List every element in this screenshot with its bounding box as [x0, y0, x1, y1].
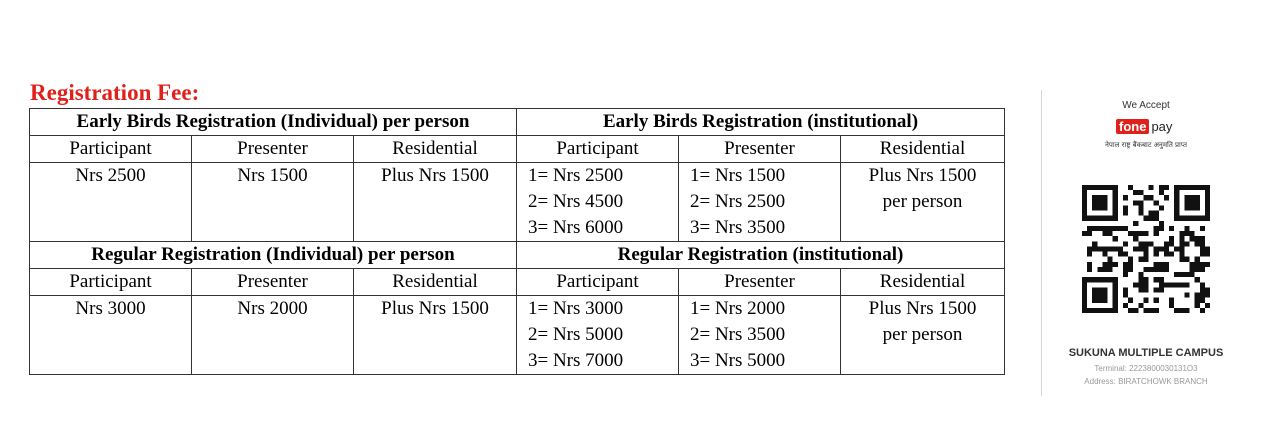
fee-line: Plus Nrs 1500 — [868, 165, 977, 186]
fee-line: 3= Nrs 6000 — [528, 217, 624, 238]
fee-cell: Plus Nrs 1500 — [354, 296, 517, 375]
col-residential: Residential — [354, 136, 517, 163]
fee-cell: Nrs 2500 — [30, 163, 192, 242]
col-participant: Participant — [517, 136, 679, 163]
fee-line: 3= Nrs 5000 — [690, 350, 786, 371]
col-residential: Residential — [354, 269, 517, 296]
fee-line: 1= Nrs 3000 — [528, 298, 624, 319]
fee-cell: Plus Nrs 1500 — [354, 163, 517, 242]
registration-fee-title: Registration Fee: — [30, 80, 200, 105]
col-participant: Participant — [517, 269, 679, 296]
fee-line: Plus Nrs 1500 — [868, 298, 977, 319]
fee-list-cell — [841, 163, 1005, 242]
fee-list-cell — [517, 296, 679, 375]
col-participant: Participant — [30, 269, 192, 296]
fee-line: 2= Nrs 3500 — [690, 324, 786, 345]
fee-cell: Nrs 3000 — [30, 296, 192, 375]
payment-panel-divider — [1041, 90, 1042, 396]
early-individual-heading: Early Birds Registration (Individual) per person — [30, 109, 517, 136]
col-presenter: Presenter — [679, 136, 841, 163]
fee-cell: Nrs 2000 — [192, 296, 354, 375]
fee-line: 2= Nrs 5000 — [528, 324, 624, 345]
fee-line: 1= Nrs 2000 — [690, 298, 786, 319]
fee-list-cell — [841, 296, 1005, 375]
fonepay-logo-fone: fone — [1116, 119, 1149, 134]
fee-list-cell — [679, 163, 841, 242]
early-institutional-heading: Early Birds Registration (institutional) — [517, 109, 1005, 136]
we-accept-label: We Accept — [1122, 100, 1170, 111]
col-residential: Residential — [841, 269, 1005, 296]
fee-line: 2= Nrs 4500 — [528, 191, 624, 212]
col-presenter: Presenter — [192, 136, 354, 163]
qr-code — [1082, 185, 1210, 313]
terminal-id: Terminal: 2223800030131O3 — [1094, 364, 1198, 373]
campus-name: SUKUNA MULTIPLE CAMPUS — [1068, 347, 1224, 359]
nrb-approval-text: नेपाल राष्ट्र बैंकबाट अनुमति प्राप्त — [1105, 141, 1187, 149]
fee-line: 1= Nrs 2500 — [528, 165, 624, 186]
fee-list-cell — [517, 163, 679, 242]
fee-line: 3= Nrs 3500 — [690, 217, 786, 238]
fonepay-logo-pay: pay — [1151, 119, 1173, 134]
regular-institutional-heading: Regular Registration (institutional) — [517, 242, 1005, 269]
fee-line: per person — [882, 324, 963, 345]
fonepay-logo — [1116, 119, 1172, 134]
fee-list-cell — [679, 296, 841, 375]
col-presenter: Presenter — [679, 269, 841, 296]
col-presenter: Presenter — [192, 269, 354, 296]
regular-individual-heading: Regular Registration (Individual) per person — [30, 242, 517, 269]
col-participant: Participant — [30, 136, 192, 163]
fee-line: 2= Nrs 2500 — [690, 191, 786, 212]
fee-line: 1= Nrs 1500 — [690, 165, 786, 186]
col-residential: Residential — [841, 136, 1005, 163]
fee-line: 3= Nrs 7000 — [528, 350, 624, 371]
registration-fee-table — [29, 108, 1005, 375]
branch-address: Address: BIRATCHOWK BRANCH — [1084, 377, 1208, 386]
fee-line: per person — [882, 191, 963, 212]
fee-cell: Nrs 1500 — [192, 163, 354, 242]
